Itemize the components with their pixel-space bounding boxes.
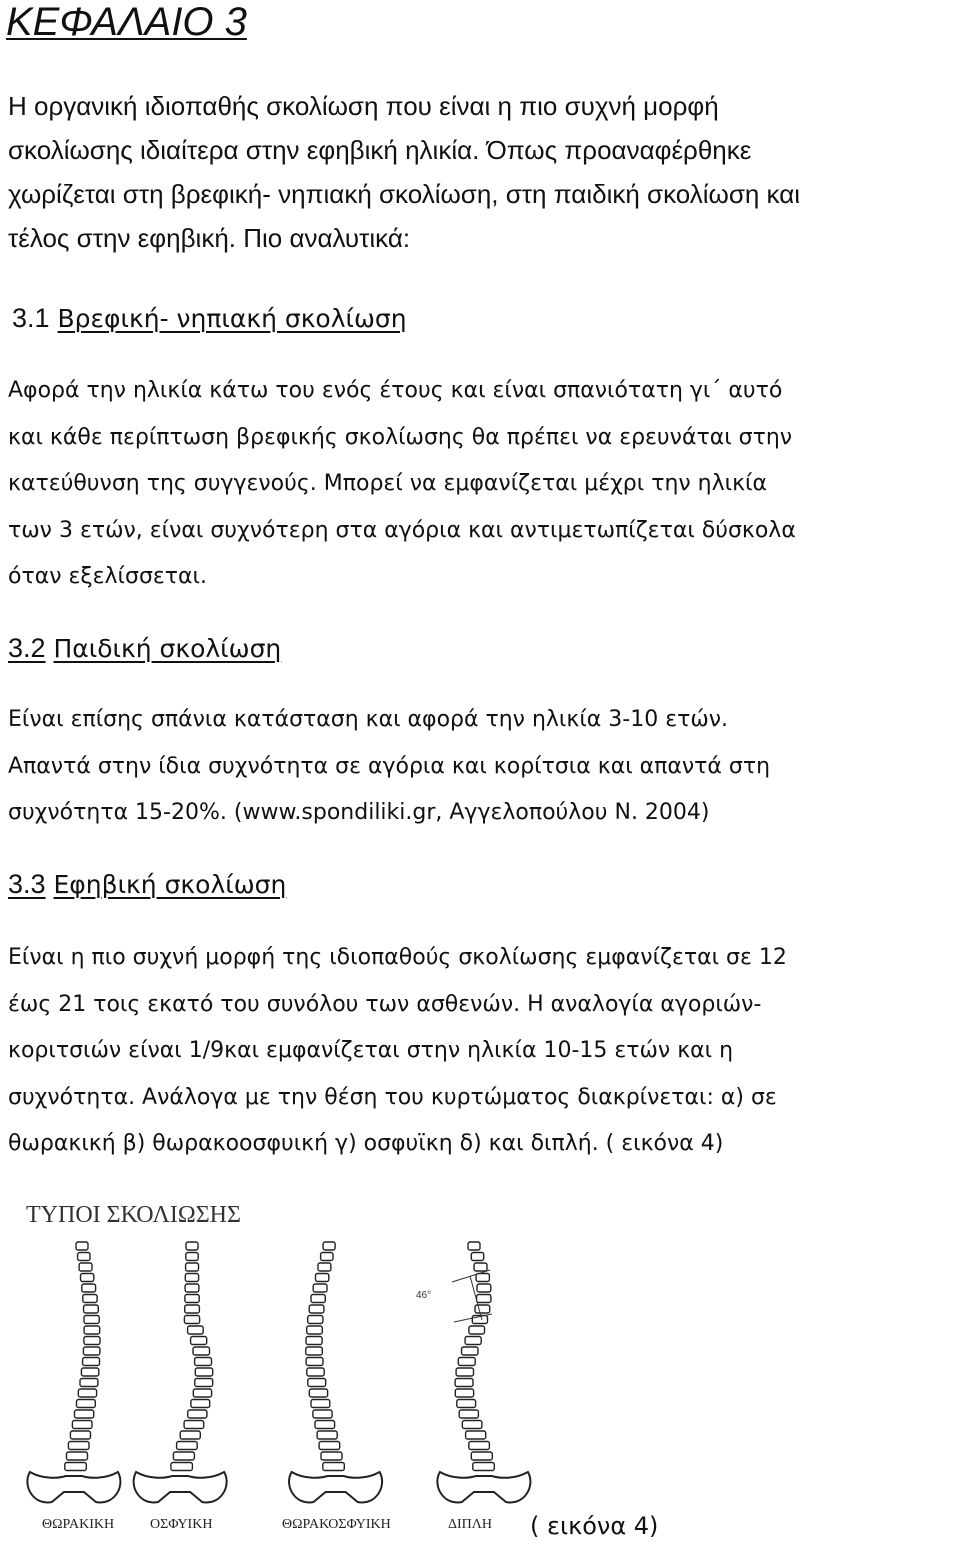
vertebra bbox=[81, 1368, 98, 1376]
vertebra bbox=[185, 1295, 199, 1303]
vertebra bbox=[307, 1326, 323, 1334]
vertebra bbox=[475, 1305, 490, 1313]
vertebra bbox=[309, 1305, 324, 1313]
vertebra bbox=[188, 1326, 204, 1334]
vertebra bbox=[477, 1284, 491, 1292]
vertebra bbox=[186, 1242, 198, 1250]
vertebra bbox=[180, 1431, 200, 1439]
vertebra bbox=[476, 1274, 489, 1282]
vertebra bbox=[311, 1295, 325, 1303]
spine-double bbox=[437, 1242, 530, 1503]
figure-label-lumbar: ΟΣΦΥΙΚΗ bbox=[150, 1517, 213, 1532]
spine-thoracic bbox=[27, 1242, 120, 1503]
vertebra bbox=[321, 1253, 333, 1261]
vertebra bbox=[186, 1253, 198, 1261]
vertebra bbox=[177, 1442, 198, 1450]
vertebra bbox=[173, 1452, 194, 1460]
vertebra bbox=[306, 1347, 323, 1355]
vertebra bbox=[474, 1263, 487, 1271]
section-title: Παιδική σκολίωση bbox=[53, 634, 282, 663]
pelvis bbox=[134, 1472, 227, 1503]
vertebra bbox=[462, 1347, 479, 1355]
pelvis bbox=[289, 1472, 382, 1503]
spine-lumbar bbox=[134, 1242, 227, 1503]
section-number: 3.2 bbox=[8, 633, 46, 663]
vertebra bbox=[186, 1263, 199, 1271]
chapter-title: ΚΕΦΑΛΑΙΟ 3 bbox=[6, 0, 247, 44]
vertebra bbox=[309, 1389, 327, 1397]
vertebra bbox=[459, 1410, 478, 1418]
pelvis bbox=[437, 1472, 530, 1503]
vertebra bbox=[471, 1452, 492, 1460]
vertebra bbox=[78, 1253, 90, 1261]
scoliosis-illustration bbox=[14, 1196, 534, 1542]
vertebra bbox=[469, 1442, 490, 1450]
vertebra bbox=[318, 1263, 331, 1271]
vertebra bbox=[83, 1295, 97, 1303]
vertebra bbox=[185, 1305, 200, 1313]
vertebra bbox=[306, 1337, 322, 1345]
vertebra bbox=[313, 1410, 332, 1418]
section-body-3-3: Είναι η πιο συχνή μορφή της ιδιοπαθούς σκολίωσης εμφανίζεται σε 12 έως 21 τοις εκατό του συνόλου των ασθενών. Η αναλογία αγοριών- κοριτσιών είναι 1/9και εμφανίζεται στην ηλικία 10-15 ετών και η συχνότητα. Ανάλογα με την θέση του κυρτώματος διακρίνεται: α) σε θωρακική β) θωρακοοσφυική γ) οσφυϊκη δ) και διπλή. ( εικόνα 4) bbox=[8, 945, 787, 1156]
vertebra bbox=[195, 1379, 213, 1387]
angle-label: 46° bbox=[416, 1290, 432, 1301]
vertebra bbox=[458, 1358, 475, 1366]
vertebra bbox=[323, 1242, 335, 1250]
vertebra bbox=[84, 1316, 99, 1324]
section-title: Εφηβική σκολίωση bbox=[53, 870, 287, 899]
vertebra bbox=[193, 1347, 210, 1355]
vertebra bbox=[191, 1337, 207, 1345]
vertebra bbox=[466, 1431, 486, 1439]
vertebra bbox=[82, 1284, 96, 1292]
vertebra bbox=[80, 1379, 98, 1387]
vertebra bbox=[67, 1452, 88, 1460]
vertebra bbox=[68, 1442, 89, 1450]
section-number: 3.1 bbox=[12, 303, 50, 333]
vertebra bbox=[83, 1347, 100, 1355]
vertebra bbox=[72, 1421, 92, 1429]
vertebra bbox=[171, 1463, 193, 1471]
spine-drawings bbox=[27, 1242, 530, 1503]
vertebra bbox=[84, 1326, 100, 1334]
figure-label-double: ΔΙΠΛΗ bbox=[448, 1517, 493, 1532]
vertebra bbox=[321, 1452, 342, 1460]
vertebra bbox=[84, 1337, 100, 1345]
vertebra bbox=[188, 1410, 207, 1418]
vertebra bbox=[315, 1421, 335, 1429]
figure-label-thoracic: ΘΩΡΑΚΙΚΗ bbox=[42, 1517, 115, 1532]
vertebra bbox=[456, 1368, 473, 1376]
section-body-3-2: Είναι επίσης σπάνια κατάσταση και αφορά την ηλικία 3-10 ετών. Απαντά στην ίδια συχνότητα σε αγόρια και κορίτσια και απαντά στη συχνότητα 15-20%. (www.spondiliki.gr, Αγγελοπούλου Ν. 2004) bbox=[8, 707, 771, 825]
section-title: Βρεφική- νηπιακή σκολίωση bbox=[57, 304, 407, 333]
vertebra bbox=[477, 1295, 491, 1303]
pelvis bbox=[27, 1472, 120, 1503]
vertebra bbox=[306, 1358, 323, 1366]
vertebra bbox=[311, 1400, 330, 1408]
vertebra bbox=[191, 1400, 210, 1408]
vertebra bbox=[455, 1389, 473, 1397]
vertebra bbox=[308, 1316, 323, 1324]
scoliosis-types-figure bbox=[14, 1196, 534, 1542]
vertebra bbox=[319, 1442, 340, 1450]
section-heading-3-3 bbox=[8, 862, 286, 907]
vertebra bbox=[465, 1337, 481, 1345]
vertebra bbox=[317, 1431, 337, 1439]
spine-thoracolumbar bbox=[289, 1242, 382, 1503]
vertebra bbox=[70, 1431, 90, 1439]
vertebra bbox=[78, 1389, 96, 1397]
vertebra bbox=[84, 1305, 99, 1313]
vertebra bbox=[79, 1263, 92, 1271]
vertebra bbox=[184, 1316, 199, 1324]
section-heading-3-2 bbox=[8, 626, 281, 671]
vertebra bbox=[185, 1284, 199, 1292]
vertebra bbox=[471, 1253, 483, 1261]
vertebra bbox=[473, 1463, 495, 1471]
section-body-3-1: Αφορά την ηλικία κάτω του ενός έτους και είναι σπανιότατη γι΄ αυτό και κάθε περίπτωση βρεφικής σκολίωσης θα πρέπει να ερευνάται στην κατεύθυνση της συγγενούς. Μπορεί να εμφανίζεται μέχρι την ηλικία των 3 ετών, είναι συχνότερη στα αγόρια και αντιμετωπίζεται δύσκολα όταν εξελίσσεται. bbox=[8, 378, 796, 589]
vertebra bbox=[457, 1400, 476, 1408]
section-number: 3.3 bbox=[8, 869, 46, 899]
vertebra bbox=[185, 1274, 198, 1282]
vertebra bbox=[75, 1410, 94, 1418]
section-heading-3-1 bbox=[12, 296, 407, 341]
vertebra bbox=[81, 1274, 94, 1282]
vertebra bbox=[323, 1463, 345, 1471]
vertebra bbox=[469, 1326, 485, 1334]
intro-paragraph: Η οργανική ιδιοπαθής σκολίωση που είναι η πιο συχνή μορφή σκολίωσης ιδιαίτερα στην εφηβική ηλικία. Όπως προαναφέρθηκε χωρίζεται στη βρεφική- νηπιακή σκολίωση, στη παιδική σκολίωση και τέλος στην εφηβική. Πιο αναλυτικά: bbox=[8, 91, 801, 253]
vertebra bbox=[184, 1421, 204, 1429]
vertebra bbox=[313, 1284, 327, 1292]
figure-heading: ΤΥΠΟΙ ΣΚΟΛΙΩΣΗΣ bbox=[26, 1202, 241, 1228]
figure-label-thoracolumbar: ΘΩΡΑΚΟΣΦΥΙΚΗ bbox=[282, 1517, 391, 1532]
vertebra bbox=[65, 1463, 87, 1471]
vertebra bbox=[462, 1421, 482, 1429]
vertebra bbox=[307, 1368, 324, 1376]
vertebra bbox=[195, 1358, 212, 1366]
vertebra bbox=[76, 1242, 88, 1250]
vertebra bbox=[77, 1400, 96, 1408]
vertebra bbox=[455, 1379, 473, 1387]
vertebra bbox=[316, 1274, 329, 1282]
vertebra bbox=[83, 1358, 100, 1366]
vertebra bbox=[468, 1242, 480, 1250]
vertebra bbox=[308, 1379, 326, 1387]
figure-caption: ( εικόνα 4) bbox=[530, 1512, 659, 1540]
vertebra bbox=[193, 1389, 211, 1397]
vertebra bbox=[195, 1368, 212, 1376]
